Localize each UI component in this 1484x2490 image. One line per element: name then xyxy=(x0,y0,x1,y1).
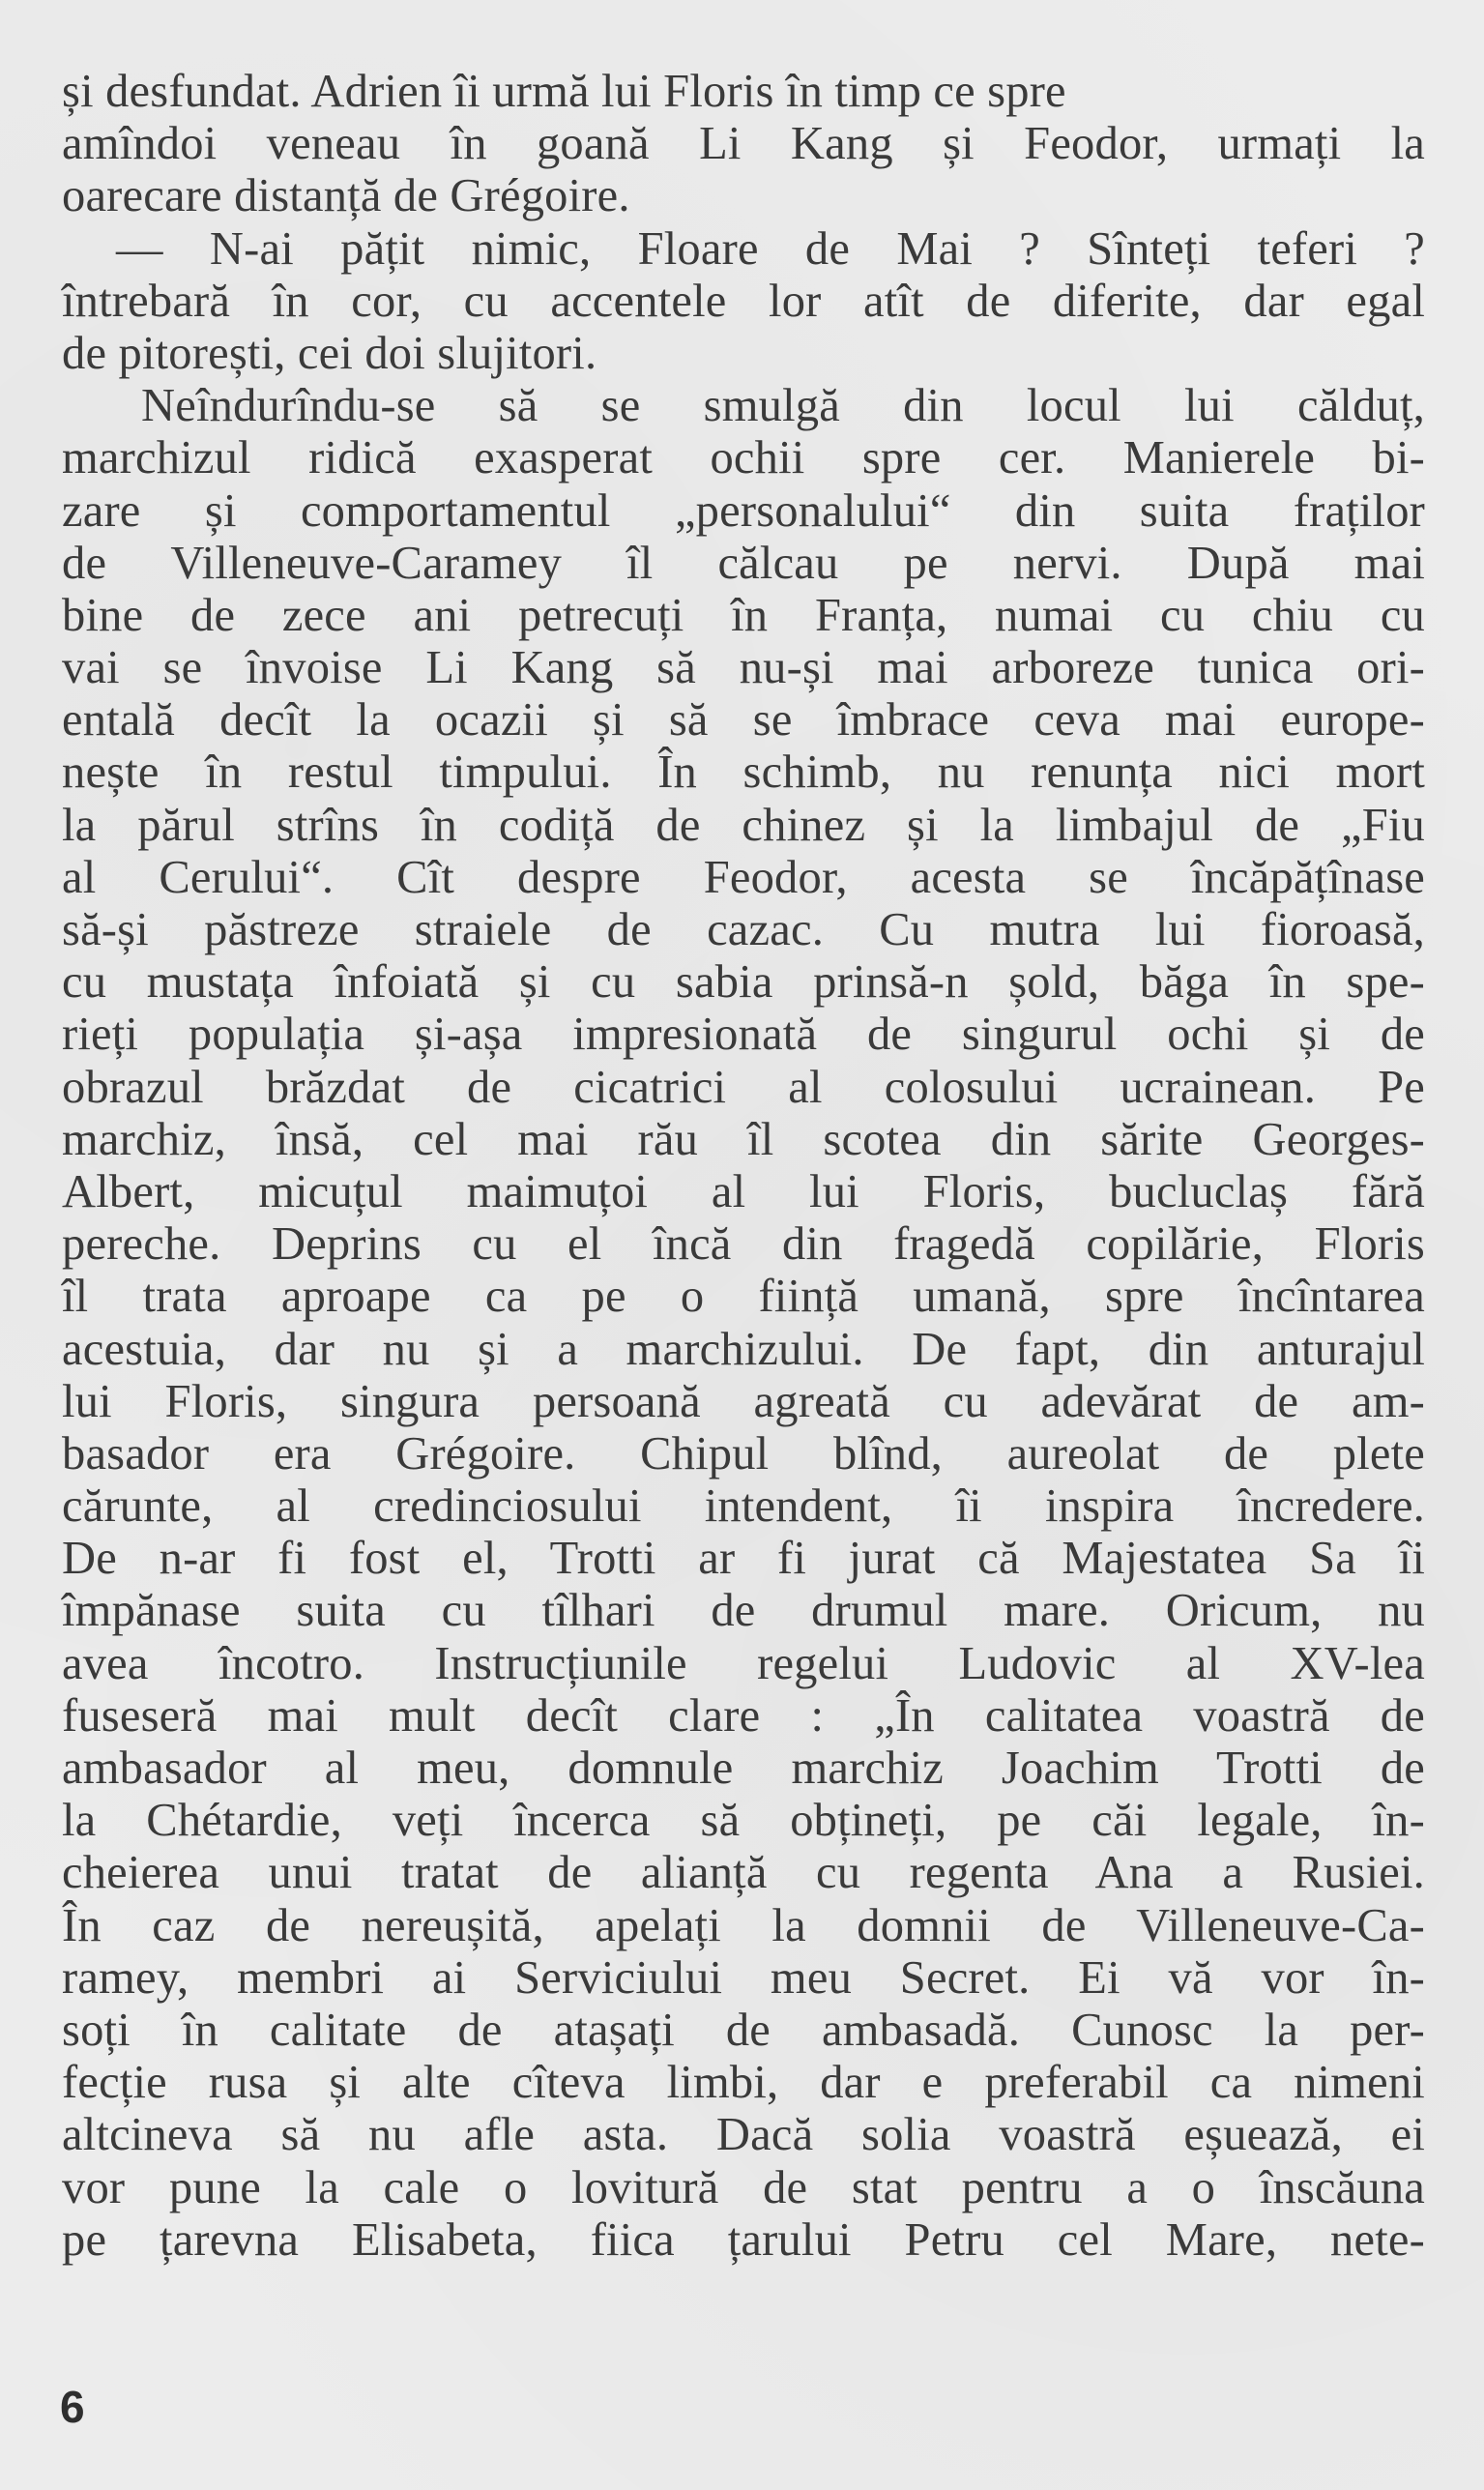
text-line: ambasador al meu, domnule marchiz Joachim Trotti de xyxy=(62,1743,1425,1794)
text-line: acestuia, dar nu și a marchizului. De fapt, din anturajul xyxy=(62,1323,1425,1375)
text-line: întrebară în cor, cu accentele lor atît de diferite, dar egal xyxy=(62,275,1425,327)
text-line: oarecare distanță de Grégoire. xyxy=(62,170,630,222)
text-line: În caz de nereușită, apelați la domnii de Villeneuve-Ca- xyxy=(62,1899,1425,1951)
text-line: altcineva să nu afle asta. Dacă solia voastră eșuează, ei xyxy=(62,2109,1425,2161)
text-line: soți în calitate de atașați de ambasadă. Cunosc la per- xyxy=(62,2004,1425,2056)
text-line: lui Floris, singura persoană agreată cu adevărat de am- xyxy=(62,1375,1425,1427)
text-line: împănase suita cu tîlhari de drumul mare. Oricum, nu xyxy=(62,1585,1425,1637)
text-line: entală decît la ocazii și să se îmbrace ceva mai europe- xyxy=(62,694,1425,747)
text-line: marchiz, însă, cel mai rău îl scotea din sărite Georges- xyxy=(62,1113,1425,1165)
text-line: zare și comportamentul „personalului“ din suita fraților xyxy=(62,484,1425,537)
text-line: de pitorești, cei doi slujitori. xyxy=(62,327,597,379)
text-line: marchizul ridică exasperat ochii spre cer. Manierele bi- xyxy=(62,432,1425,484)
text-line: amîndoi veneau în goană Li Kang și Feodor, urmați la xyxy=(62,118,1425,170)
text-line: pe țarevna Elisabeta, fiica țarului Petru cel Mare, nete- xyxy=(62,2213,1425,2266)
text-line: îl trata aproape ca pe o ființă umană, spre încîntarea xyxy=(62,1271,1425,1323)
text-line: avea încotro. Instrucțiunile regelui Ludovic al XV-lea xyxy=(62,1637,1425,1689)
text-line: cu mustața înfoiată și cu sabia prinsă-n șold, băga în spe- xyxy=(62,956,1425,1009)
text-line: la Chétardie, veți încerca să obțineți, pe căi legale, în- xyxy=(62,1795,1425,1847)
page-number: 6 xyxy=(60,2382,85,2432)
text-line: De n-ar fi fost el, Trotti ar fi jurat că Majestatea Sa îi xyxy=(62,1533,1425,1585)
text-line: pereche. Deprins cu el încă din fragedă copilărie, Floris xyxy=(62,1218,1425,1271)
text-line: de Villeneuve-Caramey îl călcau pe nervi. După mai xyxy=(62,537,1425,589)
text-line: cheierea unui tratat de alianță cu regenta Ana a Rusiei. xyxy=(62,1847,1425,1899)
text-line: obrazul brăzdat de cicatrici al colosului ucrainean. Pe xyxy=(62,1061,1425,1113)
text-line: Albert, micuțul maimuțoi al lui Floris, bucluclaș fără xyxy=(62,1165,1425,1217)
text-line: nește în restul timpului. În schimb, nu renunța nici mort xyxy=(62,747,1425,799)
text-line: și desfundat. Adrien îi urmă lui Floris în timp ce spre xyxy=(62,66,1066,117)
text-line: — N-ai pățit nimic, Floare de Mai ? Sînteți teferi ? xyxy=(116,222,1425,275)
page-body-text xyxy=(62,66,1425,2267)
text-line: basador era Grégoire. Chipul blînd, aureolat de plete xyxy=(62,1427,1425,1479)
text-line: rieți populația și-așa impresionată de singurul ochi și de xyxy=(62,1009,1425,1061)
text-line: vai se învoise Li Kang să nu-și mai arboreze tunica ori- xyxy=(62,642,1425,694)
text-line: bine de zece ani petrecuți în Franța, numai cu chiu cu xyxy=(62,589,1425,641)
text-line: la părul strîns în codiță de chinez și la limbajul de „Fiu xyxy=(62,799,1425,851)
text-line: cărunte, al credinciosului intendent, îi inspira încredere. xyxy=(62,1480,1425,1533)
text-line: să-și păstreze straiele de cazac. Cu mutra lui fioroasă, xyxy=(62,904,1425,955)
text-line: ramey, membri ai Serviciului meu Secret. Ei vă vor în- xyxy=(62,1951,1425,2004)
text-line: fecție rusa și alte cîteva limbi, dar e preferabil ca nimeni xyxy=(62,2057,1425,2109)
text-line: al Cerului“. Cît despre Feodor, acesta se încăpățînase xyxy=(62,851,1425,903)
text-line: Neîndurîndu-se să se smulgă din locul lui călduț, xyxy=(141,380,1425,432)
text-line: vor pune la cale o lovitură de stat pentru a o înscăuna xyxy=(62,2161,1425,2213)
text-line: fuseseră mai mult decît clare : „În calitatea voastră de xyxy=(62,1689,1425,1742)
